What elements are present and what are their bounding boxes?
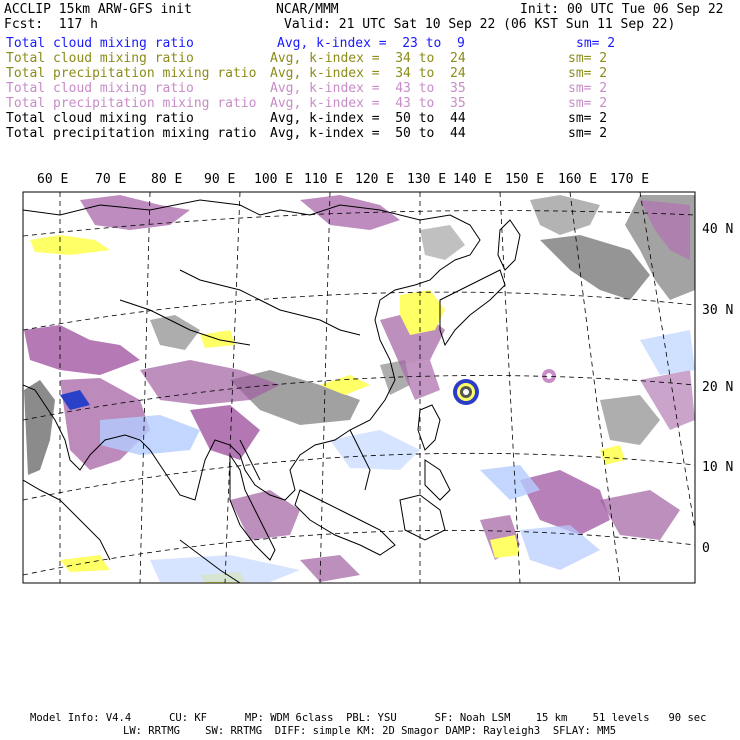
forecast-hour: Fcst: 117 h xyxy=(4,17,98,32)
model-info-line: Model Info: V4.4 CU: KF MP: WDM 6class PBL: YSU SF: Noah LSM 15 km 51 levels 90 sec xyxy=(30,712,707,724)
organization-label: NCAR/MMM xyxy=(276,2,339,17)
field-k-index: Avg, k-index = 43 to 35 xyxy=(270,96,466,111)
longitude-label: 130 E xyxy=(407,172,447,187)
field-k-index: Avg, k-index = 34 to 24 xyxy=(270,51,466,66)
init-time: Init: 00 UTC Tue 06 Sep 22 xyxy=(520,2,724,17)
longitude-label: 120 E xyxy=(355,172,395,187)
longitude-label: 150 E xyxy=(505,172,545,187)
field-name: Total cloud mixing ratio xyxy=(6,81,194,96)
latitude-label: 40 N xyxy=(702,222,734,237)
field-k-index: Avg, k-index = 50 to 44 xyxy=(270,126,466,141)
latitude-label: 30 N xyxy=(702,303,734,318)
field-smoothing: sm= 2 xyxy=(576,36,616,51)
latitude-label: 10 N xyxy=(702,460,734,475)
field-smoothing: sm= 2 xyxy=(568,81,608,96)
longitude-label: 80 E xyxy=(151,172,183,187)
longitude-label: 110 E xyxy=(304,172,344,187)
latitude-label: 20 N xyxy=(702,380,734,395)
longitude-label: 90 E xyxy=(204,172,236,187)
longitude-label: 160 E xyxy=(558,172,598,187)
longitude-label: 70 E xyxy=(95,172,127,187)
field-smoothing: sm= 2 xyxy=(568,126,608,141)
field-k-index: Avg, k-index = 50 to 44 xyxy=(270,111,466,126)
longitude-label: 170 E xyxy=(610,172,650,187)
field-name: Total cloud mixing ratio xyxy=(6,111,194,126)
model-title: ACCLIP 15km ARW-GFS init xyxy=(4,2,192,17)
longitude-label: 100 E xyxy=(254,172,294,187)
longitude-label: 140 E xyxy=(453,172,493,187)
field-name: Total cloud mixing ratio xyxy=(6,51,194,66)
model-physics-line: LW: RRTMG SW: RRTMG DIFF: simple KM: 2D Smagor DAMP: Rayleigh3 SFLAY: MM5 xyxy=(123,725,617,737)
field-name: Total precipitation mixing ratio xyxy=(6,96,257,111)
field-k-index: Avg, k-index = 43 to 35 xyxy=(270,81,466,96)
longitude-label: 60 E xyxy=(37,172,69,187)
field-k-index: Avg, k-index = 23 to 9 xyxy=(277,36,465,51)
field-name: Total cloud mixing ratio xyxy=(6,36,194,51)
field-smoothing: sm= 2 xyxy=(568,51,608,66)
field-smoothing: sm= 2 xyxy=(568,111,608,126)
field-name: Total precipitation mixing ratio xyxy=(6,126,257,141)
field-smoothing: sm= 2 xyxy=(568,96,608,111)
field-k-index: Avg, k-index = 34 to 24 xyxy=(270,66,466,81)
field-name: Total precipitation mixing ratio xyxy=(6,66,257,81)
valid-time: Valid: 21 UTC Sat 10 Sep 22 (06 KST Sun 11 Sep 22) xyxy=(284,17,676,32)
field-smoothing: sm= 2 xyxy=(568,66,608,81)
latitude-label: 0 xyxy=(702,541,710,556)
typhoon-feature xyxy=(453,369,556,405)
